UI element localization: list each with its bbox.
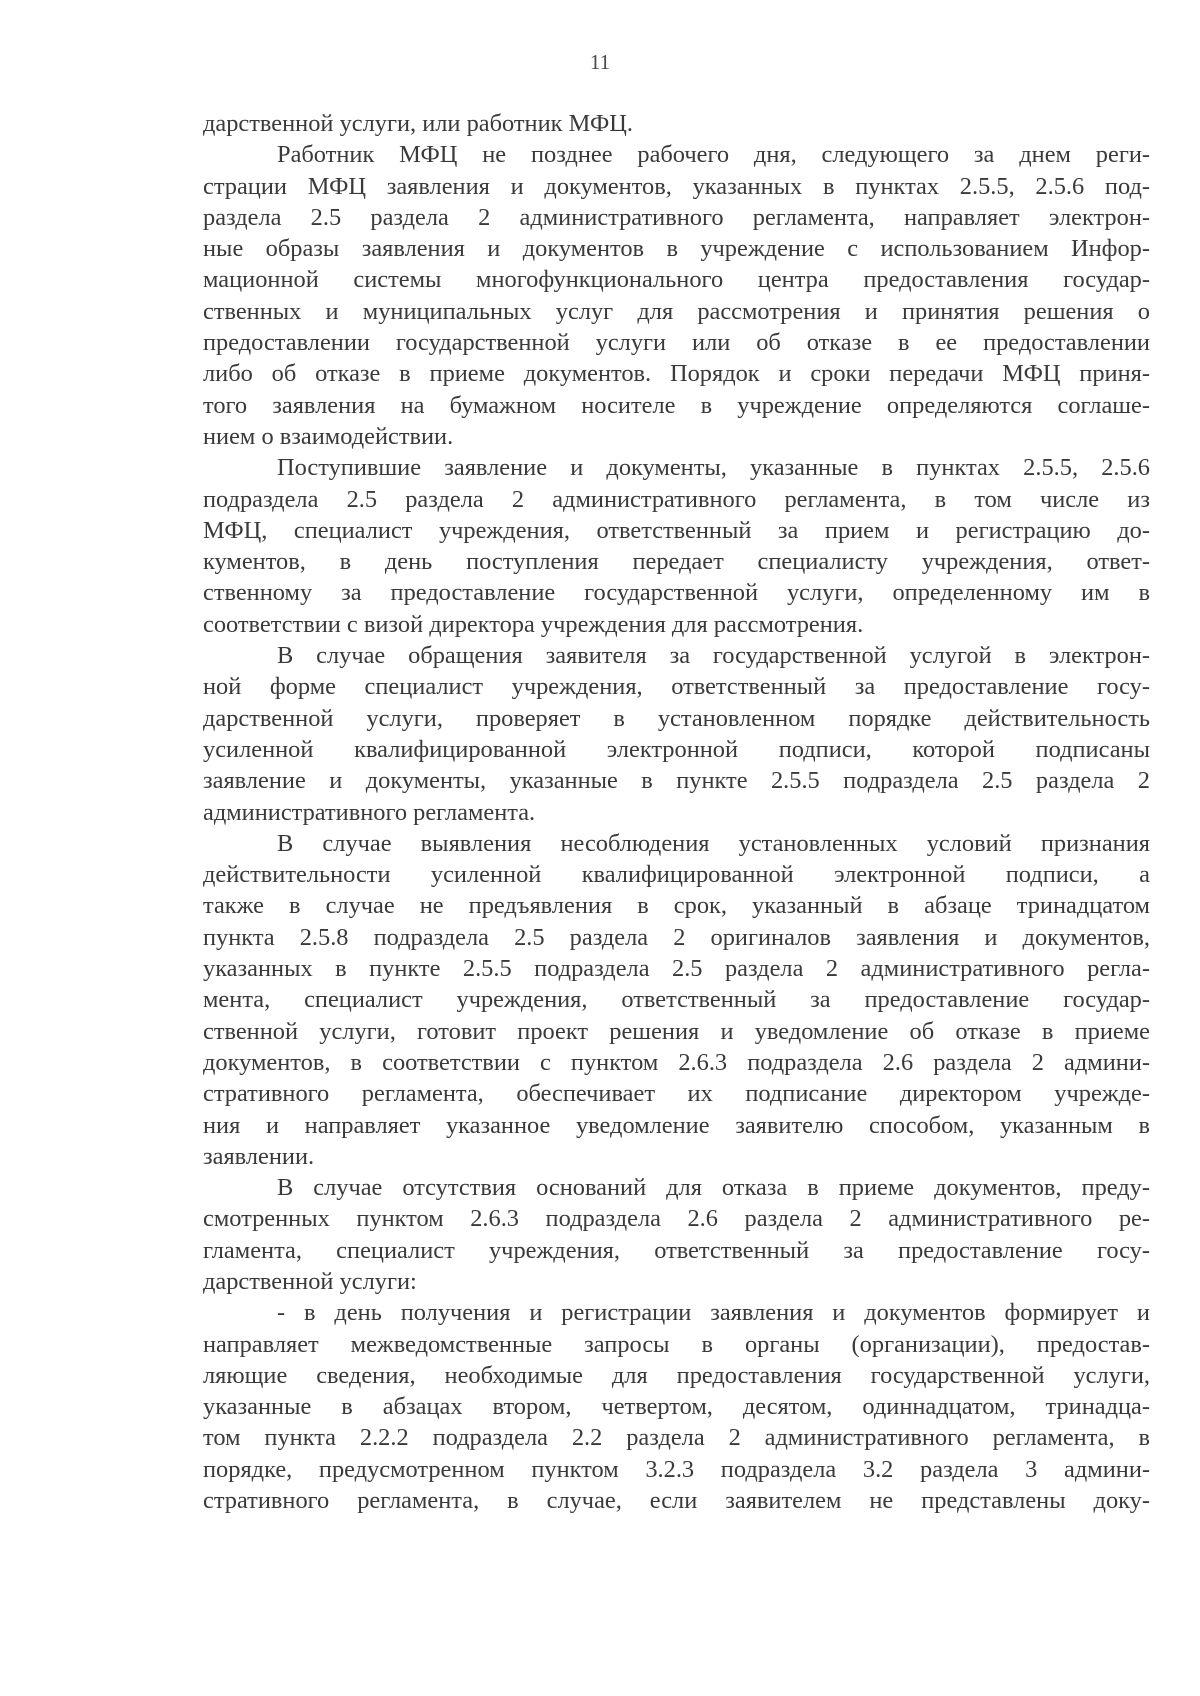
text-line: мационной системы многофункционального центра предоставления государ- [203,266,1150,294]
text-line: ляющие сведения, необходимые для предоставления государственной услуги, [203,1361,1150,1389]
text-line: В случае обращения заявителя за государственной услугой в электрон- [277,642,1150,670]
text-line: документов, в соответствии с пунктом 2.6.3 подраздела 2.6 раздела 2 админи- [203,1048,1150,1076]
text-line: соответствии с визой директора учреждения для рассмотрения. [203,610,864,638]
text-line: предоставлении государственной услуги или об отказе в ее предоставлении [203,329,1150,357]
text-line: ственных и муниципальных услуг для рассмотрения и принятия решения о [203,297,1150,325]
text-line: нием о взаимодействии. [203,422,454,450]
text-line: порядке, предусмотренном пунктом 3.2.3 подраздела 3.2 раздела 3 админи- [203,1455,1150,1483]
text-line: того заявления на бумажном носителе в учреждение определяются соглаше- [203,391,1150,419]
paragraph [203,828,1150,1172]
text-line: указанных в пункте 2.5.5 подраздела 2.5 раздела 2 административного регла- [203,955,1150,983]
paragraph [203,108,1150,139]
paragraph [203,452,1150,640]
text-line: кументов, в день поступления передает специалисту учреждения, ответ- [203,548,1150,576]
text-line: ной форме специалист учреждения, ответственный за предоставление госу- [203,673,1150,701]
text-line: дарственной услуги, или работник МФЦ. [203,110,633,137]
text-line: усиленной квалифицированной электронной подписи, которой подписаны [203,735,1150,763]
text-line: - в день получения и регистрации заявления и документов формирует и [277,1299,1150,1327]
text-line: Поступившие заявление и документы, указанные в пунктах 2.5.5, 2.5.6 [277,454,1150,482]
text-line: административного регламента. [203,798,536,826]
text-line: стративного регламента, обеспечивает их подписание директором учрежде- [203,1080,1150,1108]
text-line: МФЦ, специалист учреждения, ответственный за прием и регистрацию до- [203,516,1150,544]
text-line: ственной услуги, готовит проект решения и уведомление об отказе в приеме [203,1017,1150,1045]
text-line: том пункта 2.2.2 подраздела 2.2 раздела 2 административного регламента, в [203,1424,1150,1452]
paragraph [203,139,1150,452]
text-line: указанные в абзацах втором, четвертом, десятом, одиннадцатом, тринадца- [203,1393,1150,1421]
text-line: дарственной услуги: [203,1267,417,1295]
text-line: раздела 2.5 раздела 2 административного регламента, направляет электрон- [203,203,1150,231]
text-line: Работник МФЦ не позднее рабочего дня, следующего за днем реги- [277,141,1150,169]
text-line: гламента, специалист учреждения, ответственный за предоставление госу- [203,1236,1150,1264]
document-body [203,108,1150,1516]
text-line: заявление и документы, указанные в пункте 2.5.5 подраздела 2.5 раздела 2 [203,767,1150,795]
paragraph [203,1297,1150,1516]
text-line: ния и направляет указанное уведомление заявителю способом, указанным в [203,1111,1150,1139]
text-line: ные образы заявления и документов в учреждение с использованием Инфор- [203,235,1150,263]
text-line: ственному за предоставление государственной услуги, определенному им в [203,579,1150,607]
text-line: пункта 2.5.8 подраздела 2.5 раздела 2 оригиналов заявления и документов, [203,923,1150,951]
text-line: заявлении. [203,1142,315,1170]
text-line: действительности усиленной квалифицированной электронной подписи, а [203,861,1150,889]
page-number: 11 [589,50,611,74]
paragraph [203,1172,1150,1297]
text-line: смотренных пунктом 2.6.3 подраздела 2.6 раздела 2 административного ре- [203,1205,1150,1233]
text-line: подраздела 2.5 раздела 2 административного регламента, в том числе из [203,485,1150,513]
text-line: стративного регламента, в случае, если заявителем не представлены доку- [203,1487,1150,1515]
text-line: страции МФЦ заявления и документов, указанных в пунктах 2.5.5, 2.5.6 под- [203,172,1150,200]
text-line: также в случае не предъявления в срок, указанный в абзаце тринадцатом [203,892,1150,920]
text-line: В случае выявления несоблюдения установленных условий признания [277,829,1150,857]
text-line: мента, специалист учреждения, ответственный за предоставление государ- [203,986,1150,1014]
text-line: направляет межведомственные запросы в органы (организации), предостав- [203,1330,1150,1358]
text-line: дарственной услуги, проверяет в установленном порядке действительность [203,704,1150,732]
paragraph [203,640,1150,828]
text-line: либо об отказе в приеме документов. Порядок и сроки передачи МФЦ приня- [203,360,1150,388]
text-line: В случае отсутствия оснований для отказа в приеме документов, преду- [277,1174,1150,1202]
